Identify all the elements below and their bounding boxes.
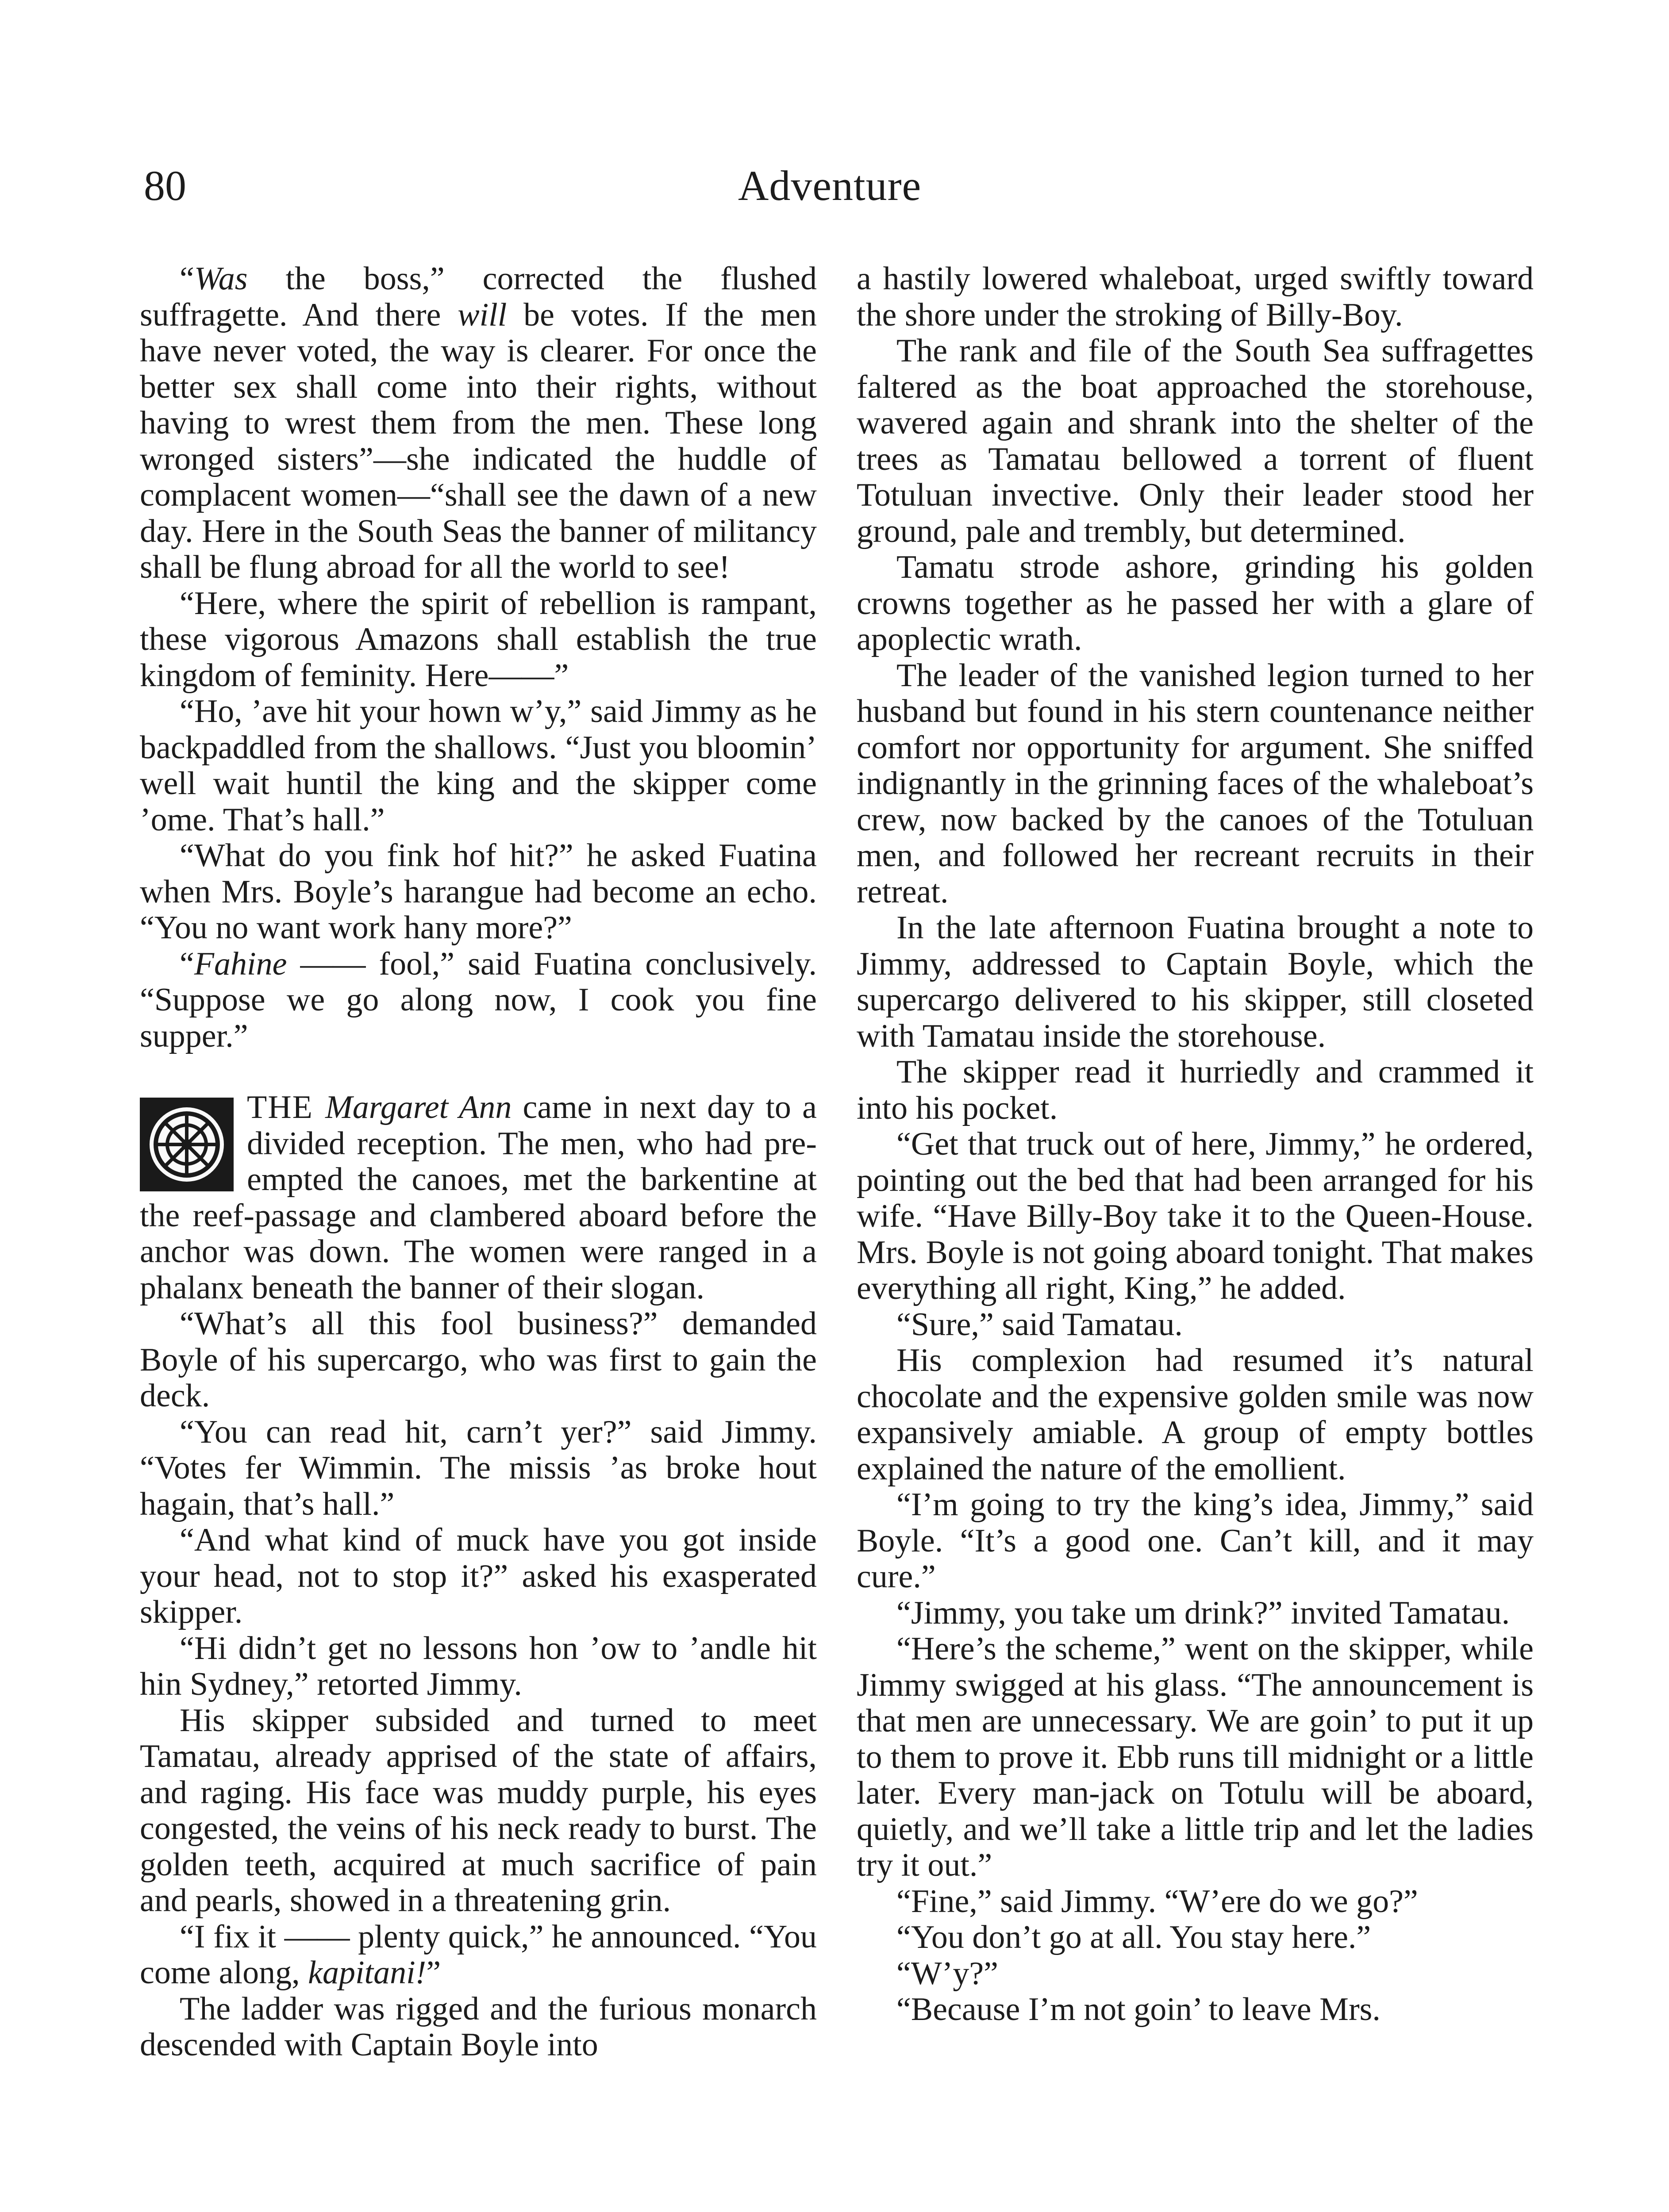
paragraph: His skipper subsided and turned to meet Tamatau, already apprised of the state of affairs, and raging. His face was muddy purple, his eyes congested, the veins of his neck ready to burst. The golden teeth, acquired at much sacrifice of pain and pearls, showed in a threatening grin. <box>140 1702 817 1919</box>
paragraph: “Hi didn’t get no lessons hon ’ow to ’andle hit hin Sydney,” retorted Jimmy. <box>140 1630 817 1702</box>
right-column <box>857 261 1534 2028</box>
paragraph: “You can read hit, carn’t yer?” said Jimmy. “Votes fer Wimmin. The missis ’as broke hout hagain, that’s hall.” <box>140 1413 817 1522</box>
paragraph: “W’y?” <box>896 1955 999 1992</box>
paragraph: “And what kind of muck have you got inside your head, not to stop it?” asked his exasperated skipper. <box>140 1522 817 1630</box>
paragraph: “Because I’m not goin’ to leave Mrs. <box>896 1991 1381 2028</box>
paragraph: “Fine,” said Jimmy. “W’ere do we go?” <box>896 1883 1418 1920</box>
paragraph: “You don’t go at all. You stay here.” <box>896 1919 1371 1955</box>
running-head-title: Adventure <box>738 162 922 209</box>
paragraph: “I’m going to try the king’s idea, Jimmy,” said Boyle. “It’s a good one. Can’t kill, and it may cure.” <box>857 1486 1534 1595</box>
paragraph: “Get that truck out of here, Jimmy,” he ordered, pointing out the bed that had been arranged for his wife. “Have Billy-Boy take it to the Queen-House. Mrs. Boyle is not going aboard tonight. That makes everything all right, King,” he added. <box>857 1126 1534 1306</box>
paragraph: “Sure,” said Tamatau. <box>896 1306 1183 1343</box>
page-number: 80 <box>144 162 186 209</box>
paragraph: The skipper read it hurriedly and crammed it into his pocket. <box>857 1054 1534 1126</box>
ship-name: Margaret Ann <box>325 1089 512 1125</box>
paragraph: “Here, where the spirit of rebellion is rampant, these vigorous Amazons shall establish the true kingdom of feminity. Here——” <box>140 585 817 694</box>
section-opening-paragraph <box>140 1090 817 1306</box>
paragraph: “I fix it —— plenty quick,” he announced. “You come along, kapitani!” <box>140 1918 817 1991</box>
paragraph: His complexion had resumed it’s natural chocolate and the expensive golden smile was now expansively amiable. A group of empty bottles explained the nature of the emollient. <box>857 1342 1534 1487</box>
left-column <box>140 261 817 2063</box>
paragraph-text: —— fool,” said Fuatina conclusively. “Suppose we go along now, I cook you fine supper.” <box>140 945 817 1054</box>
emphasis: Was <box>194 261 248 297</box>
paragraph: In the late afternoon Fuatina brought a note to Jimmy, addressed to Captain Boyle, which the supercargo delivered to his skipper, still closeted with Tamatau inside the storehouse. <box>857 910 1534 1054</box>
emphasis: Fahine <box>194 945 287 982</box>
emphasis: kapitani! <box>308 1955 427 1991</box>
paragraph-text: “I fix it —— plenty quick,” he announced. “You come along, <box>140 1918 817 1991</box>
paragraph: The ladder was rigged and the furious monarch descended with Captain Boyle into <box>140 1990 817 2063</box>
paragraph: The leader of the vanished legion turned to her husband but found in his stern countenance neither comfort nor opportunity for argument. She sniffed indignantly in the grinning faces of the whaleboat’s crew, now backed by the canoes of the Totuluan men, and followed her recreant recruits in their retreat. <box>857 657 1534 910</box>
paragraph-text: be votes. If the men have never voted, the way is clearer. For once the better sex shall come into their rights, without having to wrest them from the men. These long wronged sisters”—she indicated the huddle of complacent women—“shall see the dawn of a new day. Here in the South Seas the banner of militancy shall be flung abroad for all the world to see! <box>140 296 817 585</box>
paragraph-text: came in next day to a divided reception. The men, who had pre-empted the canoes, met the barkentine at the reef-passage and clambered aboard before the anchor was down. The women were ranged in a phalanx beneath the banner of their slogan. <box>140 1089 817 1306</box>
paragraph: Tamatu strode ashore, grinding his golden crowns together as he passed her with a glare of apoplectic wrath. <box>857 549 1534 657</box>
paragraph: a hastily lowered whaleboat, urged swiftly toward the shore under the stroking of Billy-Boy. <box>857 261 1534 333</box>
paragraph: “Fahine —— fool,” said Fuatina conclusively. “Suppose we go along now, I cook you fine supper.” <box>140 945 817 1054</box>
paragraph: “Here’s the scheme,” went on the skipper, while Jimmy swigged at his glass. “The announcement is that men are unnecessary. We are goin’ to put it up to them to prove it. Ebb runs till midnight or a little later. Every man-jack on Totulu will be aboard, quietly, and we’ll take a little trip and let the ladies try it out.” <box>857 1631 1534 1883</box>
ornament-icon <box>140 1098 234 1191</box>
paragraph: “Jimmy, you take um drink?” invited Tamatau. <box>896 1594 1510 1631</box>
emphasis: will <box>458 296 507 333</box>
paragraph: “Ho, ’ave hit your hown w’y,” said Jimmy as he backpaddled from the shallows. “Just you bloomin’ well wait huntil the king and the skipper come ’ome. That’s hall.” <box>140 693 817 838</box>
paragraph: “What do you fink hof hit?” he asked Fuatina when Mrs. Boyle’s harangue had become an echo. “You no want work hany more?” <box>140 837 817 946</box>
paragraph-text: the boss,” corrected the flushed suffragette. And there <box>140 261 817 333</box>
wheel-ornament-icon <box>140 1098 234 1191</box>
paragraph: “Was the boss,” corrected the flushed suffragette. And there will be votes. If the men have never voted, the way is clearer. For once the better sex shall come into their rights, without having to wrest them from the men. These long wronged sisters”—she indicated the huddle of complacent women—“shall see the dawn of a new day. Here in the South Seas the banner of militancy shall be flung abroad for all the world to see! <box>140 261 817 585</box>
paragraph: The rank and file of the South Sea suffragettes faltered as the boat approached the storehouse, wavered again and shrank into the shelter of the trees as Tamatau bellowed a torrent of fluent Totuluan invective. Only their leader stood her ground, pale and trembly, but determined. <box>857 333 1534 549</box>
section-lead-word: THE <box>247 1089 326 1125</box>
paragraph: “What’s all this fool business?” demanded Boyle of his supercargo, who was first to gain the deck. <box>140 1306 817 1414</box>
